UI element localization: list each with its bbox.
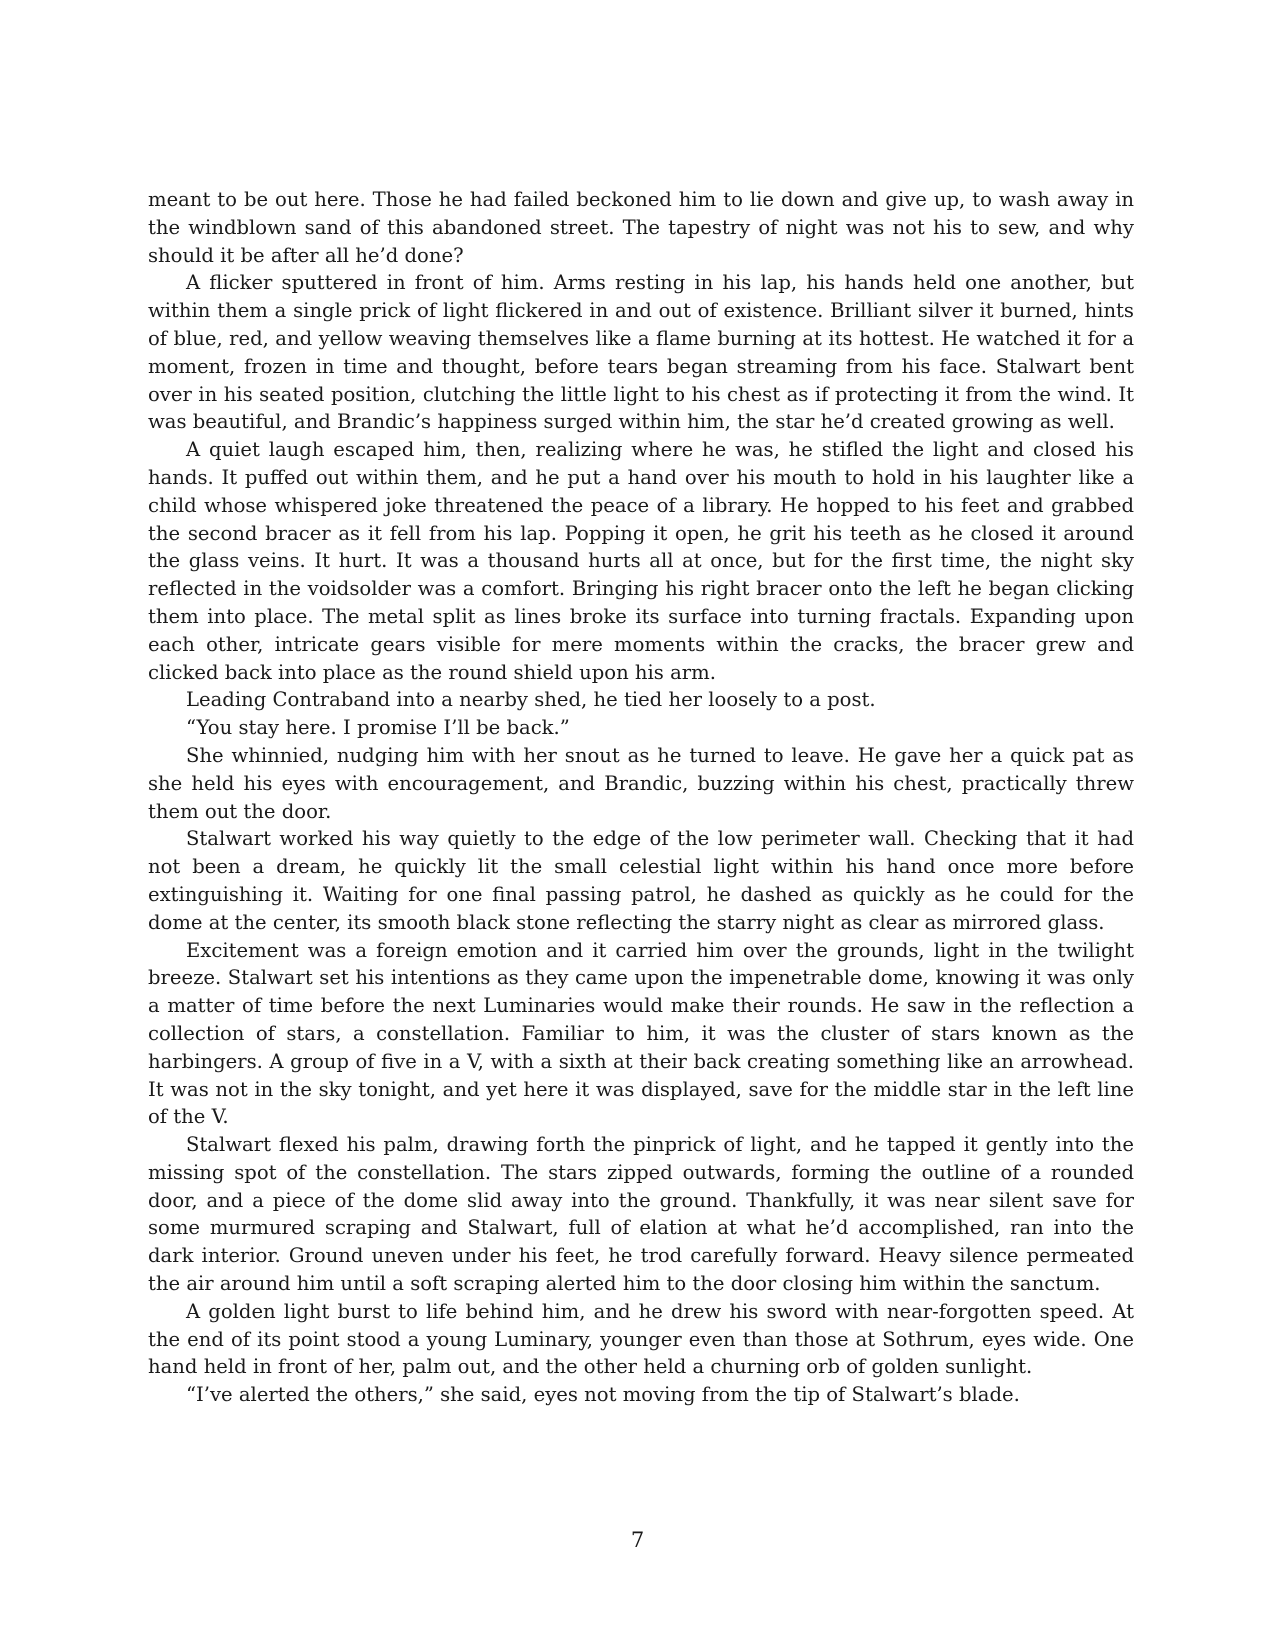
body-text <box>148 186 1134 1409</box>
paragraph-2: A flicker sputtered in front of him. Arms resting in his lap, his hands held one another, but within them a single prick of light flickered in and out of existence. Brilliant silver it burned, hints of blue, red, and yellow weaving themselves like a flame burning at its hottest. He watched it for a moment, frozen in time and thought, before tears began streaming from his face. Stalwart bent over in his seated position, clutching the little light to his chest as if protecting it from the wind. It was beautiful, and Brandic’s happiness surged within him, the star he’d created growing as well. <box>148 271 1134 434</box>
paragraph-8: Excitement was a foreign emotion and it carried him over the grounds, light in the twilight breeze. Stalwart set his intentions as they came upon the impenetrable dome, knowing it was only a matter of time before the next Luminaries would make their rounds. He saw in the reflection a collection of stars, a constellation. Familiar to him, it was the cluster of stars known as the harbingers. A group of five in a V, with a sixth at their back creating something like an arrowhead. It was not in the sky tonight, and yet here it was displayed, save for the middle star in the left line of the V. <box>148 938 1134 1129</box>
paragraph-5: “You stay here. I promise I’ll be back.” <box>186 716 570 740</box>
paragraph-3: A quiet laugh escaped him, then, realizing where he was, he stifled the light and closed his hands. It puffed out within them, and he put a hand over his mouth to hold in his laughter like a child whose whispered joke threatened the peace of a library. He hopped to his feet and grabbed the second bracer as it fell from his lap. Popping it open, he grit his teeth as he closed it around the glass veins. It hurt. It was a thousand hurts all at once, but for the first time, the night sky reflected in the voidsolder was a comfort. Bringing his right bracer onto the left he began clicking them into place. The metal split as lines broke its surface into turning fractals. Expanding upon each other, intricate gears visible for mere moments within the cracks, the bracer grew and clicked back into place as the round shield upon his arm. <box>148 438 1134 684</box>
paragraph-4: Leading Contraband into a nearby shed, he tied her loosely to a post. <box>186 688 876 712</box>
page-number: 7 <box>630 1528 645 1552</box>
paragraph-7: Stalwart worked his way quietly to the edge of the low perimeter wall. Checking that it had not been a dream, he quickly lit the small celestial light within his hand once more before extinguishing it. Waiting for one final passing patrol, he dashed as quickly as he could for the dome at the center, its smooth black stone reflecting the starry night as clear as mirrored glass. <box>148 827 1134 934</box>
paragraph-10: A golden light burst to life behind him, and he drew his sword with near-forgotten speed. At the end of its point stood a young Luminary, younger even than those at Sothrum, eyes wide. One hand held in front of her, palm out, and the other held a churning orb of golden sunlight. <box>148 1299 1134 1379</box>
paragraph-1: meant to be out here. Those he had failed beckoned him to lie down and give up, to wash away in the windblown sand of this abandoned street. The tapestry of night was not his to sew, and why should it be after all he’d done? <box>148 188 1134 267</box>
paragraph-6: She whinnied, nudging him with her snout as he turned to leave. He gave her a quick pat as she held his eyes with encouragement, and Brandic, buzzing within his chest, practically threw them out the door. <box>148 743 1134 823</box>
paragraph-11: “I’ve alerted the others,” she said, eyes not moving from the tip of Stalwart’s blade. <box>186 1383 1020 1407</box>
paragraph-9: Stalwart flexed his palm, drawing forth the pinprick of light, and he tapped it gently into the missing spot of the constellation. The stars zipped outwards, forming the outline of a rounded door, and a piece of the dome slid away into the ground. Thankfully, it was near silent save for some murmured scraping and Stalwart, full of elation at what he’d accomplished, ran into the dark interior. Ground uneven under his feet, he trod carefully forward. Heavy silence permeated the air around him until a soft scraping alerted him to the door closing him within the sanctum. <box>148 1133 1134 1296</box>
